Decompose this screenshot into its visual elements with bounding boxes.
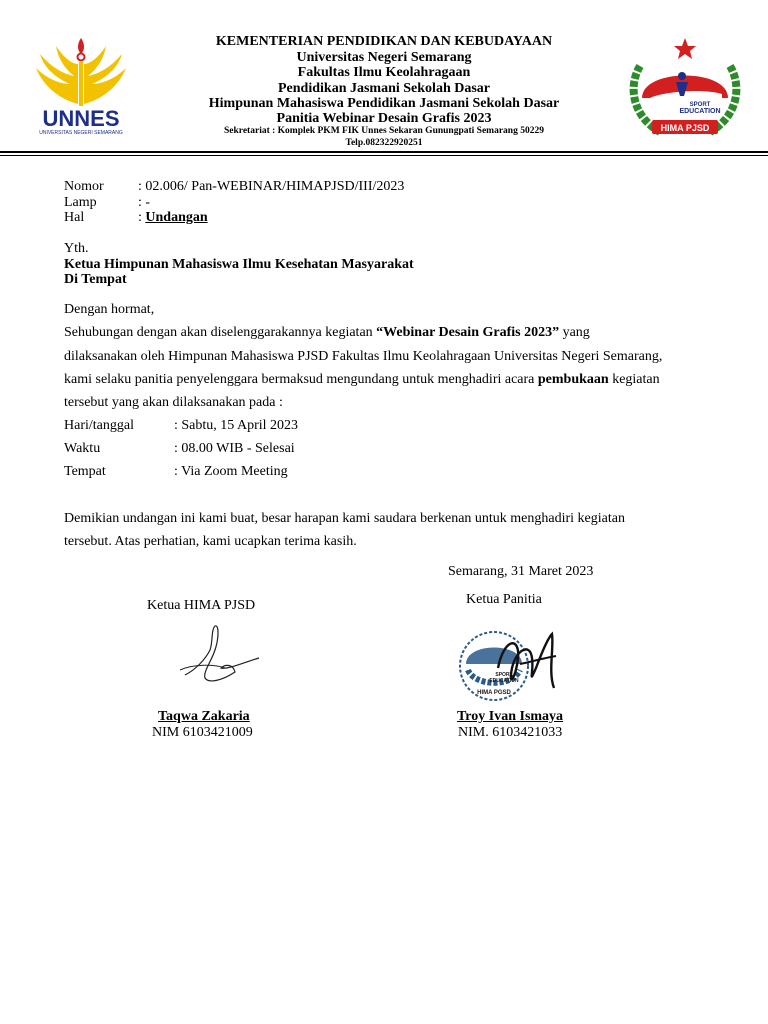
closing-line-2: tersebut. Atas perhatian, kami ucapkan terima kasih. (64, 534, 357, 549)
ministry-name: KEMENTERIAN PENDIDIKAN DAN KEBUDAYAAN (215, 34, 553, 49)
hal-colon: : (138, 210, 146, 225)
event-name: “Webinar Desain Grafis 2023” (376, 325, 560, 340)
detail-label-date: Hari/tanggal (64, 418, 134, 433)
body-line-1 (64, 325, 590, 341)
svg-text:SPORT: SPORT (495, 672, 513, 678)
organization-name: Himpunan Mahasiswa Pendidikan Jasmani Sekolah Dasar (208, 96, 560, 111)
svg-text:EDUCATION: EDUCATION (489, 678, 519, 684)
lamp-value: : - (138, 195, 151, 210)
hal-field (138, 210, 208, 226)
event-session: pembukaan (537, 372, 609, 387)
unnes-logo (22, 28, 140, 136)
left-signatory-name: Taqwa Zakaria (158, 709, 250, 724)
left-signature (175, 620, 265, 690)
body-line-4: tersebut yang akan dilaksanakan pada : (64, 395, 283, 410)
greeting: Dengan hormat, (64, 302, 155, 317)
body-text: kegiatan (608, 372, 660, 387)
left-signatory-nim: NIM 6103421009 (152, 725, 253, 740)
left-signatory-title: Ketua HIMA PJSD (147, 598, 256, 613)
right-signatory-title: Ketua Panitia (466, 592, 542, 607)
detail-value-place: : Via Zoom Meeting (174, 464, 288, 479)
right-signature (490, 628, 570, 698)
secretariat-address: Sekretariat : Komplek PKM FIK Unnes Sekaran Gunungpati Semarang 50229 (224, 126, 544, 136)
svg-text:UNIVERSITAS NEGERI SEMARANG: UNIVERSITAS NEGERI SEMARANG (39, 130, 123, 136)
hal-value: Undangan (145, 210, 208, 225)
hal-label: Hal (64, 210, 85, 225)
body-text: kami selaku panitia penyelenggara bermaksud mengundang untuk menghadiri acara (64, 372, 538, 387)
right-signatory-name: Troy Ivan Ismaya (457, 709, 564, 724)
header-divider-thin (0, 155, 768, 156)
recipient-salutation: Yth. (64, 241, 89, 256)
lamp-label: Lamp (64, 195, 97, 210)
right-signatory-nim: NIM. 6103421033 (458, 725, 563, 740)
faculty-name: Fakultas Ilmu Keolahragaan (297, 65, 471, 80)
hima-pjsd-logo (622, 36, 748, 144)
svg-text:EDUCATION: EDUCATION (679, 108, 721, 115)
body-line-3 (64, 372, 660, 388)
body-text: Sehubungan dengan akan diselenggarakannya kegiatan (64, 325, 377, 340)
detail-label-time: Waktu (64, 441, 101, 456)
svg-text:HIMA PJSD: HIMA PJSD (660, 123, 710, 133)
detail-value-time: : 08.00 WIB - Selesai (174, 441, 295, 456)
detail-label-place: Tempat (64, 464, 106, 479)
svg-text:HIMA PGSD: HIMA PGSD (477, 690, 511, 696)
nomor-value: : 02.006/ Pan-WEBINAR/HIMAPJSD/III/2023 (138, 179, 405, 194)
closing-line-1: Demikian undangan ini kami buat, besar harapan kami saudara berkenan untuk menghadiri kegiatan (64, 511, 625, 526)
university-name: Universitas Negeri Semarang (296, 50, 472, 65)
detail-value-date: : Sabtu, 15 April 2023 (174, 418, 299, 433)
nomor-label: Nomor (64, 179, 104, 194)
program-name: Pendidikan Jasmani Sekolah Dasar (278, 81, 490, 96)
body-line-2: dilaksanakan oleh Himpunan Mahasiswa PJSD Fakultas Ilmu Keolahragaan Universitas Negeri Semarang, (64, 349, 663, 364)
recipient-place: Di Tempat (64, 272, 127, 287)
svg-text:UNNES: UNNES (42, 106, 120, 131)
letter-date: Semarang, 31 Maret 2023 (448, 564, 594, 579)
committee-name: Panitia Webinar Desain Grafis 2023 (276, 111, 492, 126)
svg-text:SPORT: SPORT (689, 102, 711, 108)
header-divider (0, 151, 768, 153)
body-text: yang (559, 325, 590, 340)
phone-number: Telp.082322920251 (345, 138, 423, 148)
recipient-name: Ketua Himpunan Mahasiswa Ilmu Kesehatan Masyarakat (64, 257, 414, 272)
